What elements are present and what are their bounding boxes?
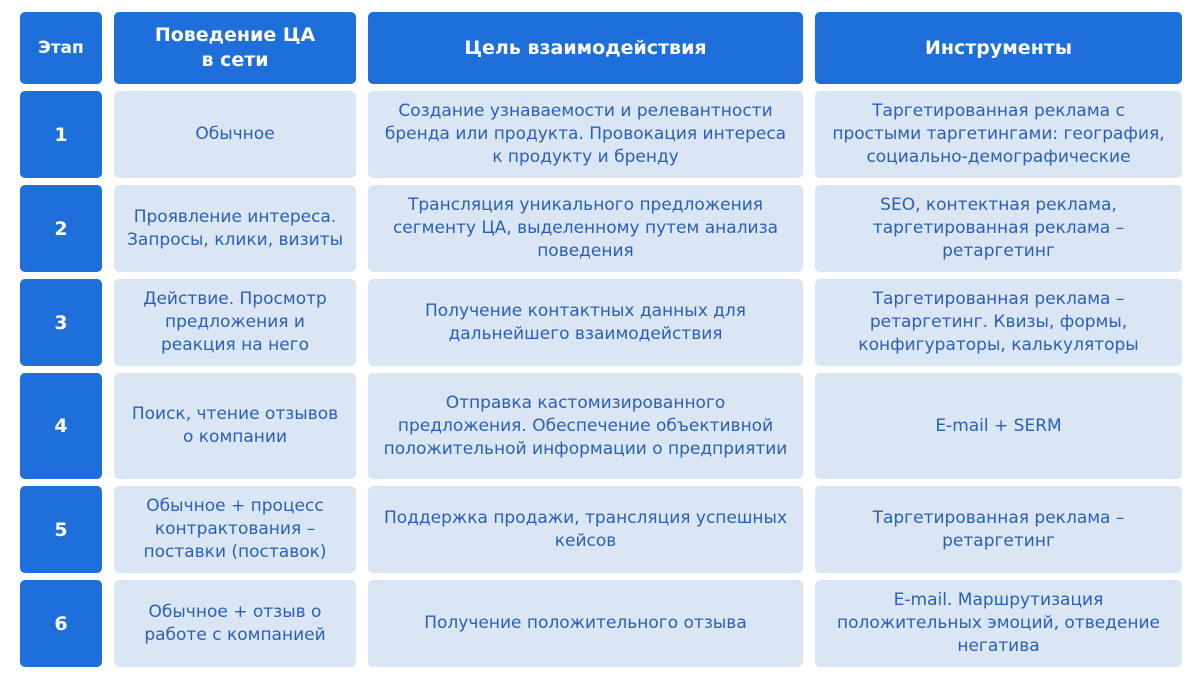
goal-cell [368, 185, 803, 272]
goal-cell [368, 580, 803, 667]
header-behavior [114, 12, 356, 84]
goal-text: Получение контактных данных для дальнейшего взаимодействия [424, 300, 747, 344]
goal-text: Отправка кастомизированного предложения. Обеспечение объективной положительной информации о предприятии [383, 392, 788, 459]
behavior-text: Действие. Просмотр предложения и реакция на него [143, 289, 327, 355]
goal-cell [368, 373, 803, 479]
tools-text: Таргетированная реклама – ретаргетинг. Квизы, формы, конфигураторы, калькуляторы [858, 289, 1139, 355]
behavior-text: Поиск, чтение отзывов о компании [131, 404, 339, 447]
tools-cell [815, 279, 1182, 366]
tools-text: Таргетированная реклама с простыми таргетингами: география, социально-демографические [832, 101, 1165, 167]
behavior-text: Обычное [195, 124, 275, 144]
header-goal-label: Цель взаимодействия [464, 36, 707, 59]
header-tools-label: Инструменты [924, 36, 1073, 59]
tools-cell [815, 373, 1182, 479]
stage-number [20, 185, 102, 272]
tools-text: E-mail + SERM [935, 415, 1062, 436]
stage-number-label: 4 [54, 415, 68, 437]
behavior-cell [114, 373, 356, 479]
stage-number-label: 5 [54, 518, 68, 541]
header-stage [20, 12, 102, 84]
goal-text: Создание узнаваемости и релевантности бренда или продукта. Провокация интереса к продукту и бренду [384, 101, 787, 167]
tools-cell [815, 185, 1182, 272]
stage-number-label: 1 [54, 123, 68, 146]
goal-cell [368, 279, 803, 366]
header-stage-label: Этап [38, 37, 84, 58]
behavior-text: Обычное + отзыв о работе с компанией [144, 601, 326, 645]
stage-number [20, 373, 102, 479]
header-goal [368, 12, 803, 84]
goal-text: Трансляция уникального предложения сегменту ЦА, выделенному путем анализа поведения [392, 195, 779, 261]
stage-number-label: 3 [54, 311, 68, 334]
stage-number [20, 580, 102, 667]
behavior-cell [114, 486, 356, 573]
goal-cell [368, 91, 803, 178]
header-behavior-label: Поведение ЦА в сети [154, 24, 316, 71]
stage-number [20, 486, 102, 573]
tools-cell [815, 580, 1182, 667]
behavior-cell [114, 279, 356, 366]
goal-text: Получение положительного отзыва [424, 613, 747, 633]
behavior-text: Проявление интереса. Запросы, клики, визиты [127, 206, 343, 250]
behavior-cell [114, 91, 356, 178]
tools-text: E-mail. Маршрутизация положительных эмоций, отведение негатива [836, 590, 1161, 656]
header-tools [815, 12, 1182, 84]
stage-number [20, 91, 102, 178]
tools-cell [815, 486, 1182, 573]
tools-text: Таргетированная реклама – ретаргетинг [872, 507, 1125, 551]
goal-text: Поддержка продажи, трансляция успешных кейсов [383, 507, 788, 551]
goal-cell [368, 486, 803, 573]
behavior-cell [114, 185, 356, 272]
tools-text: SEO, контектная реклама, таргетированная реклама – ретаргетинг [872, 195, 1125, 261]
tools-cell [815, 91, 1182, 178]
behavior-cell [114, 580, 356, 667]
stage-number [20, 279, 102, 366]
behavior-text: Обычное + процесс контрактования – поставки (поставок) [143, 496, 327, 562]
stage-number-label: 6 [54, 612, 68, 635]
stages-table [20, 12, 1182, 672]
stage-number-label: 2 [54, 217, 68, 240]
